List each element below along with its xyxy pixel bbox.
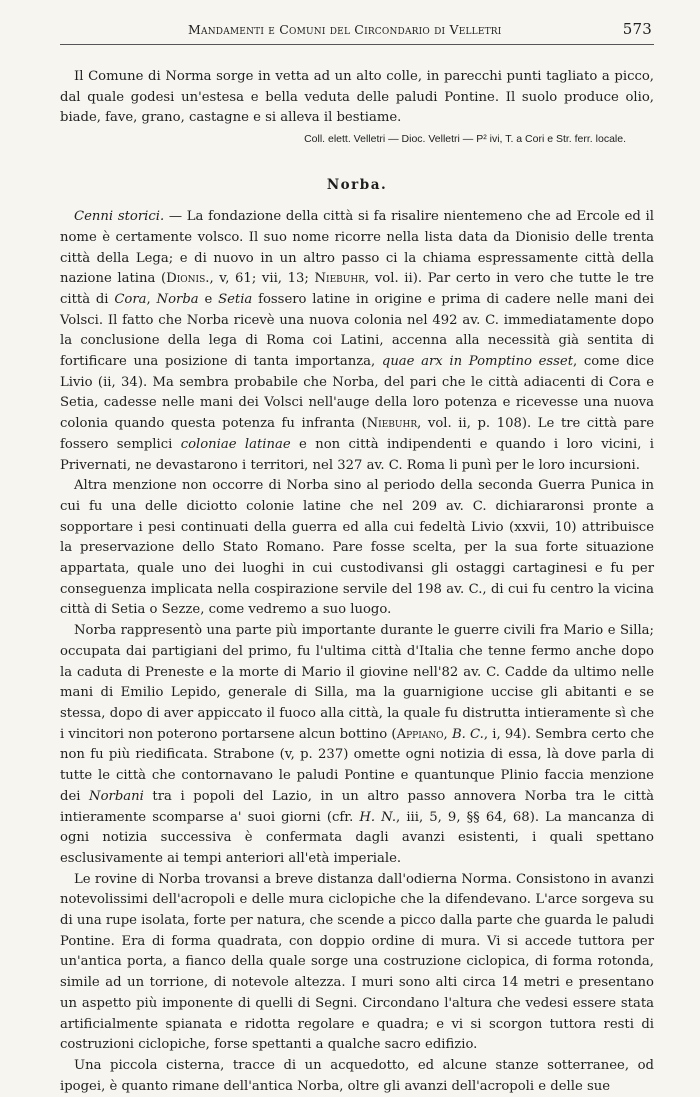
intro-paragraph: Il Comune di Norma sorge in vetta ad un alto colle, in parecchi punti tagliato a picco, dal quale godesi un'estesa e bella veduta delle paludi Pontine. Il suolo produce olio, biade, fave, grano, castagne e si alleva il bestiame. [60, 69, 654, 126]
citation-author: Appiano [396, 726, 444, 742]
latin-term: coloniae latinae [180, 436, 291, 452]
citation-author: Niebuhr [314, 271, 366, 287]
text-run: , vol. ii). Par certo in vero che tutte le tre città di [60, 271, 654, 307]
running-title: Mandamenti e Comuni del Circondario di Velletri [188, 22, 502, 37]
place-name: Norba [156, 291, 199, 307]
people-name: Norbani [89, 788, 144, 804]
page-number: 573 [622, 20, 652, 38]
text-run: fossero latine in origine e prima di cadere nelle mani dei Volsci. Il fatto che Norba ricevè una nuova colonia nel 492 av. C. immediatamente dopo la conclusione della lega di Roma coi Latini, accenna alla necessità già sentita di fortificare una posizione di tanta importanza, [60, 291, 655, 370]
header-rule [60, 44, 654, 45]
text-run: e [198, 291, 219, 307]
section-heading: Norba. [326, 177, 388, 194]
text-run: , i, 94). Sembra certo che non fu più riedificata. Strabone (v, p. 237) omette ogni notizia di essa, là dove parla di tutte le città che contornavano le paludi Pontine e quantunque Plinio faccia menzione dei [60, 726, 655, 804]
text-run: tra i popoli del Lazio, in un altro passo annovera Norba tra le città intieramente scomparse a' suoi giorni (cfr. [60, 788, 654, 825]
book-page [60, 18, 654, 1097]
text-run: Norba rappresentò una parte più importante durante le guerre civili fra Mario e Silla; occupata dai partigiani del primo, fu l'ultima città d'Italia che tenne fermo anche dopo la caduta di Preneste e la morte di Mario il giovine nell'82 av. C. Cadde da ultimo nelle mani di Emilio Lepido, generale di Silla, ma la guarnigione uccise gli abitanti e se stessa, dopo di aver appiccato il fuoco alla città, la quale fu distrutta intieramente sì che i vincitori non poterono portarsene alcun bottino ( [60, 623, 654, 742]
place-name: Setia [218, 291, 253, 307]
text-run: , iii, 5, 9, §§ 64, 68). La mancanza di ogni notizia successiva è confermata dagli avanzi esistenti, i quali spettano esclusivamente ai tempi anteriori all'età imperiale. [60, 809, 654, 866]
text-run: , vol. ii, p. 108). Le tre città pare fossero semplici [60, 416, 654, 452]
citation-author: Dionis. [166, 271, 210, 287]
paragraph-historical-notes [60, 207, 654, 476]
text-run: — La fondazione della città si fa risalire nientemeno che ad Ercole ed il nome è certamente volsco. Il suo nome ricorre nella lista data da Dionisio delle trenta città della Lega; e di nuovo in un altro passo ci la chiama espressamente città della nazione latina ( [60, 209, 654, 287]
lead-in-label: Cenni storici. [74, 209, 165, 225]
citation-work: B. C. [451, 726, 484, 742]
citation-author: Niebuhr [366, 416, 418, 432]
paragraph-cistern: Una piccola cisterna, tracce di un acquedotto, ed alcune stanze sotterranee, od ipogei, è quanto rimane dell'antica Norba, oltre gli avanzi dell'acropoli e delle sue [60, 1057, 654, 1094]
text-run: , v, 61; vii, 13; [209, 271, 315, 287]
place-name: Cora [114, 291, 147, 307]
latin-quote: quae arx in Pomptino esset [381, 354, 574, 370]
text-run: , [443, 726, 452, 742]
electoral-diocese-line: Coll. elett. Velletri — Dioc. Velletri — P² ivi, T. a Cori e Str. ferr. locale. [304, 133, 626, 146]
running-header [60, 18, 654, 44]
citation-work: H. N. [359, 809, 397, 825]
paragraph-civil-wars [60, 621, 654, 869]
text-run: , [146, 291, 157, 307]
paragraph-punic-war: Altra menzione non occorre di Norba sino al periodo della seconda Guerra Punica in cui fu una delle diciotto colonie latine che nel 209 av. C. dichiararonsi pronte a sopportare i pesi continuati della guerra ed alla cui fedeltà Livio (xxvii, 10) attribuisce la preservazione dello Stato Romano. Pare fosse scelta, per la sua forte situazione appartata, quale uno dei luoghi in cui custodivansi gli ostaggi cartaginesi e fu per conseguenza implicata nella cospirazione servile del 198 av. C., di cui fu centro la vicina città di Setia o Sezze, come vedremo a suo luogo. [60, 478, 654, 618]
text-run: e non città indipendenti e quando i loro vicini, i Privernati, ne devastarono i territori, nel 327 av. C. Roma li punì per le loro incursioni. [60, 436, 654, 473]
paragraph-ruins: Le rovine di Norba trovansi a breve distanza dall'odierna Norma. Consistono in avanzi notevolissimi dell'acropoli e delle mura ciclopiche che la difendevano. L'arce sorgeva su di una rupe isolata, forte per natura, che scende a picco dalla parte che guarda le paludi Pontine. Era di forma quadrata, con doppio ordine di mura. Vi si accede tuttora per un'antica porta, a fianco della quale sorge una costruzione ciclopica, di forma rotonda, simile ad un torrione, di notevole altezza. I muri sono alti circa 14 metri e presentano un aspetto più imponente di quelli di Segni. Circondano l'altura che vedesi essere stata artificialmente spianata e ridotta regolare e quadra; e vi si scorgon tuttora resti di costruzioni ciclopiche, forse spettanti a qualche sacro edifizio. [60, 871, 654, 1053]
text-run: , come dice Livio (ii, 34). Ma sembra probabile che Norba, del pari che le città adiacenti di Cora e Setia, cadesse nelle mani dei Volsci nell'auge della loro potenza e ricevesse una nuova colonia quando questa potenza fu infranta ( [60, 354, 654, 432]
